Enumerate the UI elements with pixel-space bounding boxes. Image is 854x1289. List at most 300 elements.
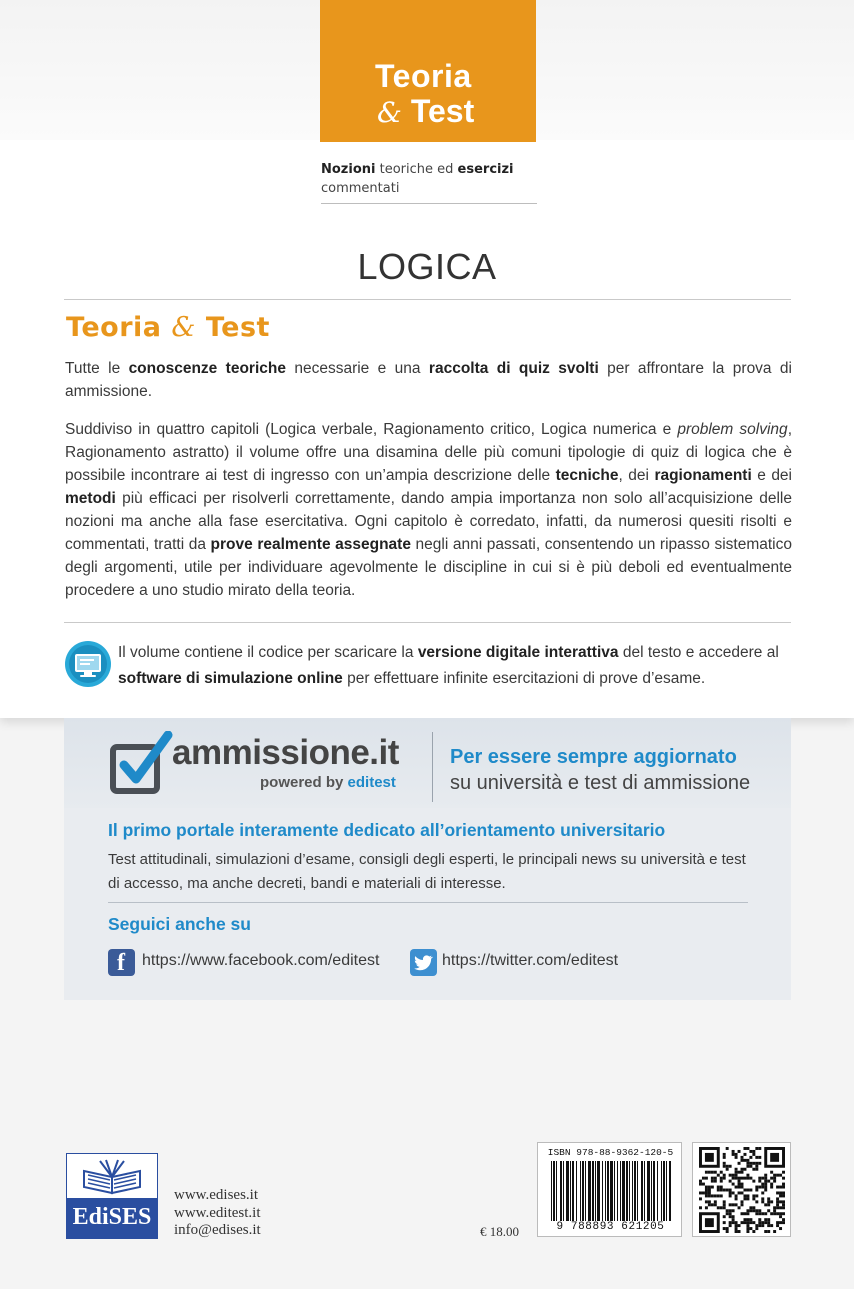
qr-module	[776, 1212, 779, 1215]
qr-module	[758, 1180, 761, 1183]
qr-module	[729, 1174, 732, 1177]
barcode-bar	[576, 1161, 577, 1221]
qr-module	[764, 1189, 767, 1192]
qr-module	[755, 1189, 758, 1192]
qr-module	[749, 1227, 752, 1230]
qr-module	[729, 1212, 732, 1215]
qr-module	[723, 1203, 726, 1206]
ammissione-promo	[64, 718, 791, 1000]
barcode-bar	[653, 1161, 655, 1221]
subtitle-text1: teoriche ed	[375, 162, 458, 177]
qr-module	[767, 1200, 770, 1203]
qr-module	[699, 1197, 702, 1200]
qr-module	[726, 1227, 729, 1230]
digital-text1: Il volume contiene il codice per scaricare la	[118, 644, 418, 661]
qr-module	[729, 1165, 732, 1168]
qr-module	[767, 1221, 770, 1224]
qr-module	[776, 1221, 779, 1224]
subtitle-text2: commentati	[321, 181, 400, 196]
qr-module	[717, 1174, 720, 1177]
qr-module	[720, 1186, 723, 1189]
qr-module	[741, 1186, 744, 1189]
qr-module	[782, 1200, 785, 1203]
qr-module	[732, 1218, 735, 1221]
barcode-bar	[641, 1161, 643, 1221]
qr-module	[749, 1209, 752, 1212]
qr-module	[711, 1203, 714, 1206]
slogan-line2: su università e test di ammissione	[450, 772, 751, 794]
badge-line1: Teoria	[375, 58, 472, 94]
digital-bold1: versione digitale interattiva	[417, 644, 619, 661]
facebook-link[interactable]: https://www.facebook.com/editest	[142, 952, 380, 969]
intro-bold1: conoscenze teoriche	[128, 360, 286, 377]
qr-module	[746, 1209, 749, 1212]
qr-module	[708, 1203, 711, 1206]
barcode-bar	[651, 1161, 652, 1221]
qr-module	[749, 1150, 752, 1153]
qr-module	[758, 1147, 761, 1150]
qr-module	[723, 1153, 726, 1156]
section-amp: &	[171, 312, 196, 343]
badge-line2-word: Test	[410, 93, 475, 129]
qr-module	[746, 1227, 749, 1230]
qr-module	[708, 1191, 711, 1194]
qr-module	[699, 1191, 702, 1194]
barcode-bar	[607, 1161, 609, 1221]
barcode-bar	[622, 1161, 625, 1221]
ammissione-brand: ammissione.it	[172, 733, 399, 772]
qr-module	[782, 1177, 785, 1180]
body-bold2: ragionamenti	[654, 467, 752, 484]
barcode-bar	[556, 1161, 557, 1221]
qr-module	[705, 1153, 714, 1162]
qr-module	[773, 1180, 776, 1183]
qr-module	[749, 1165, 752, 1168]
qr-module	[743, 1189, 746, 1192]
series-subtitle	[321, 160, 537, 198]
barcode-bar	[632, 1161, 633, 1221]
powered-brand: editest	[347, 774, 396, 791]
qr-module	[741, 1156, 744, 1159]
body-text4: e dei	[751, 467, 792, 484]
qr-module	[761, 1197, 764, 1200]
qr-module	[770, 1212, 773, 1215]
twitter-link[interactable]: https://twitter.com/editest	[442, 952, 619, 969]
qr-module	[732, 1183, 735, 1186]
barcode-bar	[657, 1161, 658, 1221]
qr-module	[764, 1174, 767, 1177]
qr-module	[723, 1221, 726, 1224]
qr-module	[743, 1212, 746, 1215]
qr-module	[735, 1168, 738, 1171]
qr-module	[755, 1209, 758, 1212]
qr-module	[741, 1191, 744, 1194]
qr-module	[746, 1194, 749, 1197]
qr-module	[705, 1191, 708, 1194]
body-bold4: prove realmente assegnate	[210, 536, 411, 553]
qr-module	[714, 1203, 717, 1206]
qr-module	[779, 1212, 782, 1215]
qr-module	[741, 1212, 744, 1215]
contact-website1[interactable]: www.edises.it	[174, 1187, 259, 1203]
qr-module	[714, 1177, 717, 1180]
subtitle-bold2: esercizi	[457, 162, 514, 177]
qr-module	[758, 1177, 761, 1180]
qr-module	[705, 1177, 708, 1180]
series-badge	[320, 0, 536, 142]
intro-text1: Tutte le	[65, 360, 129, 377]
banner-divider	[432, 732, 433, 802]
powered-text: powered by	[260, 774, 348, 791]
qr-module	[711, 1177, 714, 1180]
qr-module	[735, 1156, 738, 1159]
qr-module	[761, 1191, 764, 1194]
barcode-bar	[570, 1161, 571, 1221]
qr-module	[741, 1221, 744, 1224]
isbn-label: ISBN 978-88-9362-120-5	[547, 1147, 674, 1158]
qr-module	[717, 1186, 720, 1189]
qr-module	[708, 1194, 711, 1197]
qr-module	[743, 1168, 746, 1171]
qr-module	[779, 1227, 782, 1230]
qr-module	[764, 1218, 767, 1221]
qr-module	[729, 1194, 732, 1197]
qr-module	[735, 1153, 738, 1156]
qr-module	[729, 1209, 732, 1212]
qr-module	[729, 1189, 732, 1192]
qr-module	[720, 1177, 723, 1180]
edises-logo	[66, 1153, 158, 1239]
qr-module	[782, 1171, 785, 1174]
barcode-bar	[629, 1161, 630, 1221]
qr-module	[738, 1186, 741, 1189]
qr-module	[743, 1218, 746, 1221]
qr-module	[705, 1194, 708, 1197]
qr-module	[773, 1177, 776, 1180]
qr-module	[761, 1200, 764, 1203]
body-bold3: metodi	[65, 490, 116, 507]
follow-heading: Seguici anche su	[108, 914, 251, 934]
barcode-bar	[634, 1161, 636, 1221]
qr-module	[741, 1177, 744, 1180]
qr-module	[735, 1171, 738, 1174]
powered-by	[260, 774, 396, 791]
barcode-bar	[605, 1161, 606, 1221]
qr-module	[776, 1186, 779, 1189]
barcode-bar	[620, 1161, 621, 1221]
qr-module	[711, 1186, 714, 1189]
body-italic1: problem solving	[677, 421, 788, 438]
qr-module	[779, 1221, 782, 1224]
barcode-bar	[563, 1161, 564, 1221]
barcode-bar	[669, 1161, 671, 1221]
qr-module	[732, 1150, 735, 1153]
qr-module	[773, 1206, 776, 1209]
qr-module	[770, 1171, 773, 1174]
qr-module	[767, 1197, 770, 1200]
qr-module	[720, 1206, 723, 1209]
promo-banner	[64, 718, 791, 808]
qr-module	[723, 1206, 726, 1209]
qr-module	[746, 1147, 749, 1150]
barcode-icon	[551, 1161, 671, 1221]
qr-module	[752, 1168, 755, 1171]
promo-headline: Il primo portale interamente dedicato all’orientamento universitario	[108, 820, 666, 840]
qr-module	[755, 1168, 758, 1171]
qr-module	[746, 1159, 749, 1162]
qr-module	[732, 1203, 735, 1206]
qr-module	[755, 1156, 758, 1159]
barcode-box	[537, 1142, 682, 1237]
qr-module	[735, 1224, 738, 1227]
qr-module	[776, 1200, 779, 1203]
qr-module	[738, 1230, 741, 1233]
qr-module	[752, 1153, 755, 1156]
qr-module	[764, 1183, 767, 1186]
qr-module	[726, 1230, 729, 1233]
qr-module	[726, 1212, 729, 1215]
publisher-contacts	[174, 1187, 261, 1240]
barcode-bar	[572, 1161, 574, 1221]
qr-code-icon	[699, 1147, 785, 1233]
qr-module	[761, 1186, 764, 1189]
logo-wordmark: EdiSES	[72, 1204, 152, 1230]
qr-module	[776, 1191, 779, 1194]
qr-module	[755, 1224, 758, 1227]
qr-module	[752, 1150, 755, 1153]
qr-module	[711, 1194, 714, 1197]
qr-module	[735, 1227, 738, 1230]
subtitle-bold1: Nozioni	[321, 162, 376, 177]
qr-module	[708, 1200, 711, 1203]
qr-module	[738, 1183, 741, 1186]
qr-module	[749, 1221, 752, 1224]
qr-module	[699, 1206, 702, 1209]
qr-module	[752, 1162, 755, 1165]
promo-divider	[108, 902, 748, 903]
qr-module	[699, 1180, 702, 1183]
qr-module	[743, 1177, 746, 1180]
qr-module	[782, 1218, 785, 1221]
qr-module	[714, 1171, 717, 1174]
qr-module	[749, 1156, 752, 1159]
qr-module	[726, 1189, 729, 1192]
qr-module	[732, 1153, 735, 1156]
qr-module	[723, 1162, 726, 1165]
qr-module	[708, 1171, 711, 1174]
intro-text2: necessarie e una	[285, 360, 429, 377]
twitter-icon[interactable]	[410, 949, 437, 976]
qr-module	[741, 1171, 744, 1174]
qr-module	[735, 1177, 738, 1180]
qr-module	[711, 1180, 714, 1183]
barcode-bar	[597, 1161, 600, 1221]
intro-paragraph	[65, 357, 792, 403]
qr-module	[729, 1203, 732, 1206]
digital-version-note	[118, 640, 793, 692]
qr-module	[735, 1197, 738, 1200]
qr-module	[726, 1147, 729, 1150]
body-text2: , Ragionamento astratto) il volume offre una disamina delle più comuni tipologie di quiz di logica che è possibile incontrare ai test di ingresso con un’ampia descrizione delle	[65, 421, 792, 484]
open-book-icon	[80, 1159, 144, 1197]
qr-module	[705, 1218, 714, 1227]
qr-module	[758, 1156, 761, 1159]
qr-module	[743, 1194, 746, 1197]
qr-module	[767, 1209, 770, 1212]
qr-module	[726, 1168, 729, 1171]
intro-text3: per affrontare la prova di ammissione.	[65, 360, 792, 400]
qr-module	[749, 1162, 752, 1165]
qr-module	[782, 1191, 785, 1194]
barcode-bar	[610, 1161, 613, 1221]
qr-module	[705, 1189, 708, 1192]
body-bold1: tecniche	[555, 467, 619, 484]
qr-module	[726, 1165, 729, 1168]
qr-module	[735, 1174, 738, 1177]
qr-module	[702, 1183, 705, 1186]
barcode-bar	[551, 1161, 552, 1221]
qr-module	[746, 1174, 749, 1177]
qr-module	[752, 1230, 755, 1233]
qr-module	[741, 1200, 744, 1203]
qr-module	[776, 1206, 779, 1209]
qr-module	[746, 1212, 749, 1215]
body-text5: più efficaci per risolverli correttamente, dando ampia importanza non solo all’acquisizione delle nozioni ma anche alla fase esercitativa. Ogni capitolo è corredato, infatti, da numerosi quesiti risolti e commentati, tratti da	[65, 490, 792, 553]
qr-module	[773, 1230, 776, 1233]
qr-module	[723, 1215, 726, 1218]
qr-module	[776, 1224, 779, 1227]
qr-module	[752, 1209, 755, 1212]
qr-module	[743, 1147, 746, 1150]
qr-module	[720, 1171, 723, 1174]
contact-website2[interactable]: www.editest.it	[174, 1204, 261, 1221]
intro-bold2: raccolta di quiz svolti	[428, 360, 599, 377]
qr-module	[723, 1174, 726, 1177]
qr-module	[767, 1230, 770, 1233]
qr-module	[764, 1177, 767, 1180]
qr-module	[735, 1186, 738, 1189]
qr-module	[755, 1200, 758, 1203]
qr-module	[770, 1153, 779, 1162]
qr-module	[705, 1186, 708, 1189]
qr-module	[717, 1194, 720, 1197]
qr-module	[746, 1218, 749, 1221]
qr-module	[770, 1200, 773, 1203]
qr-module	[773, 1212, 776, 1215]
qr-module	[729, 1180, 732, 1183]
qr-module	[752, 1194, 755, 1197]
qr-module	[723, 1165, 726, 1168]
qr-module	[767, 1203, 770, 1206]
qr-module	[746, 1189, 749, 1192]
qr-module	[782, 1183, 785, 1186]
qr-module	[735, 1221, 738, 1224]
qr-module	[732, 1174, 735, 1177]
qr-module	[755, 1227, 758, 1230]
barcode-bar	[560, 1161, 562, 1221]
qr-module	[776, 1174, 779, 1177]
price: € 18.00	[480, 1224, 519, 1239]
qr-module	[758, 1209, 761, 1212]
barcode-bar	[588, 1161, 591, 1221]
qr-module	[743, 1221, 746, 1224]
section-word1: Teoria	[66, 312, 162, 343]
qr-module	[758, 1218, 761, 1221]
qr-module	[758, 1162, 761, 1165]
barcode-bar	[666, 1161, 667, 1221]
qr-module	[720, 1189, 723, 1192]
qr-module	[714, 1200, 717, 1203]
body-text1: Suddiviso in quattro capitoli (Logica verbale, Ragionamento critico, Logica numerica e	[65, 421, 678, 438]
qr-module	[735, 1194, 738, 1197]
qr-module	[741, 1203, 744, 1206]
qr-module	[746, 1230, 749, 1233]
qr-module	[764, 1230, 767, 1233]
qr-module	[738, 1162, 741, 1165]
qr-module	[746, 1221, 749, 1224]
digital-text3: per effettuare infinite esercitazioni di prove d’esame.	[342, 670, 706, 687]
qr-module	[758, 1186, 761, 1189]
barcode-bar	[617, 1161, 618, 1221]
qr-module	[726, 1209, 729, 1212]
qr-module	[770, 1183, 773, 1186]
qr-module	[705, 1206, 708, 1209]
qr-module	[755, 1194, 758, 1197]
ean-digits: 9 788893 621205	[556, 1221, 665, 1233]
qr-module	[738, 1191, 741, 1194]
qr-module	[749, 1189, 752, 1192]
qr-module	[755, 1162, 758, 1165]
qr-module	[764, 1203, 767, 1206]
qr-module	[732, 1215, 735, 1218]
facebook-icon[interactable]: f	[108, 949, 135, 976]
barcode-bar	[663, 1161, 665, 1221]
barcode-bar	[592, 1161, 594, 1221]
qr-module	[711, 1171, 714, 1174]
qr-module	[738, 1224, 741, 1227]
qr-module	[723, 1177, 726, 1180]
barcode-bar	[553, 1161, 555, 1221]
qr-module	[746, 1177, 749, 1180]
qr-module	[729, 1224, 732, 1227]
qr-module	[761, 1177, 764, 1180]
qr-module	[773, 1174, 776, 1177]
qr-module	[779, 1206, 782, 1209]
qr-module	[708, 1186, 711, 1189]
barcode-bar	[661, 1161, 662, 1221]
barcode-bar	[595, 1161, 596, 1221]
badge-amp: &	[377, 96, 402, 129]
body-text6: negli anni passati, consentendo un ripasso sistematico degli argomenti, utile per individuare agevolmente le discipline in cui si è più deboli ed eventualmente procedere a uno studio mirato della teoria.	[65, 536, 792, 599]
qr-module	[779, 1194, 782, 1197]
qr-module	[714, 1194, 717, 1197]
qr-module	[764, 1212, 767, 1215]
qr-module	[755, 1165, 758, 1168]
qr-module	[782, 1221, 785, 1224]
qr-module	[761, 1183, 764, 1186]
qr-module	[738, 1180, 741, 1183]
qr-module	[717, 1206, 720, 1209]
section-heading	[66, 312, 270, 343]
digital-bold2: software di simulazione online	[118, 670, 343, 687]
qr-module	[741, 1183, 744, 1186]
qr-module	[702, 1191, 705, 1194]
qr-module	[764, 1180, 767, 1183]
qr-module	[779, 1200, 782, 1203]
qr-module	[752, 1197, 755, 1200]
qr-module	[746, 1224, 749, 1227]
contact-email[interactable]: info@edises.it	[174, 1222, 261, 1238]
